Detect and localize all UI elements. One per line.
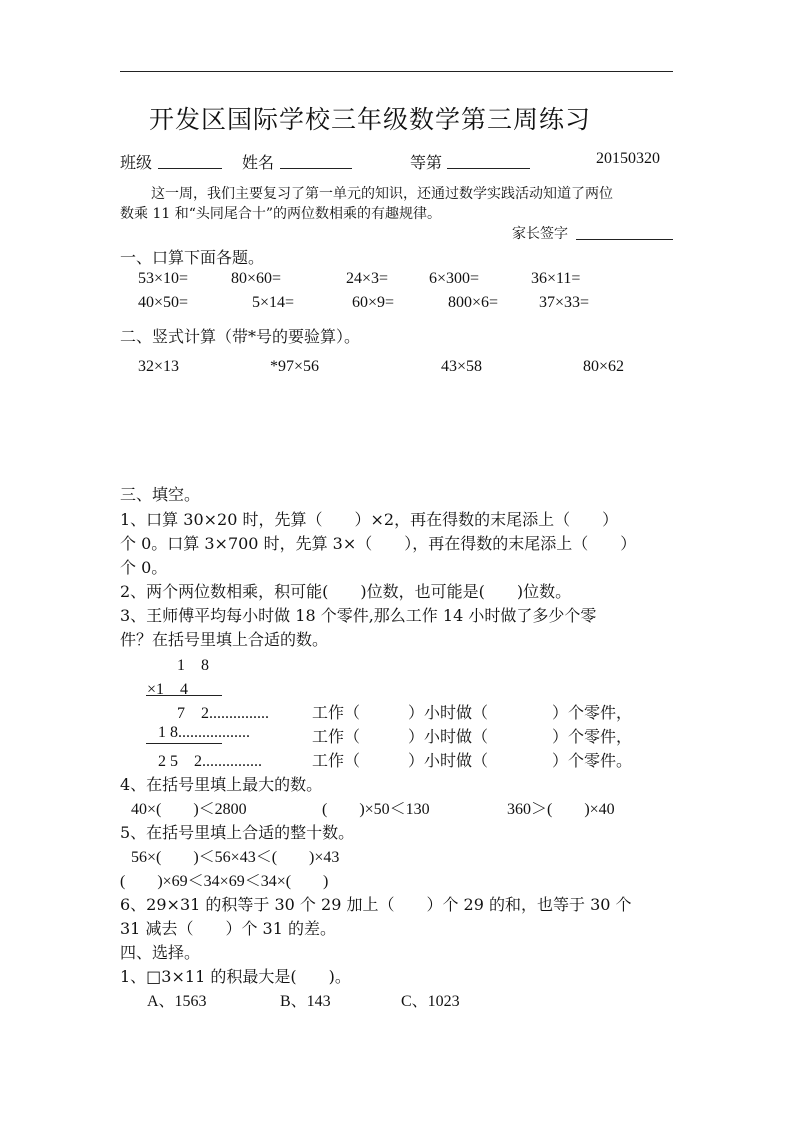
q2-text: 2、两个两位数相乘，积可能( )位数，也可能是( )位数。 [120, 582, 572, 601]
vertical-row-2: 1 8.................. [158, 724, 250, 741]
section1-heading: 一、口算下面各题。 [120, 248, 265, 267]
oral-item: 40×50= [138, 294, 189, 311]
vertical-calc-item: *97×56 [270, 358, 320, 375]
choice-option-b[interactable]: B、143 [280, 993, 331, 1010]
q4-text: 4、在括号里填上最大的数。 [120, 775, 323, 794]
parent-sign-label: 家长签字 [512, 226, 568, 242]
vertical-row-3: 2 5 2............... [158, 753, 263, 770]
page-title: 开发区国际学校三年级数学第三周练习 [149, 105, 592, 134]
name-field[interactable] [280, 168, 352, 169]
oral-item: 5×14= [252, 294, 295, 311]
oral-item: 80×60= [231, 270, 282, 287]
section3-heading: 三、填空。 [120, 485, 201, 504]
intro-line-2: 数乘 11 和“头同尾合十”的两位数相乘的有趣规律。 [120, 206, 442, 222]
grade-label: 等第 [410, 153, 443, 172]
oral-item: 800×6= [448, 294, 499, 311]
q1-line-2: 个 0。口算 3×700 时，先算 3×（ ），再在得数的末尾添上（ ） [120, 534, 637, 553]
vertical-top: 1 8 [177, 657, 210, 674]
q1-line-3: 个 0。 [120, 558, 168, 577]
oral-item: 53×10= [138, 270, 189, 287]
q1-line-1: 1、口算 30×20 时，先算（ ）×2，再在得数的末尾添上（ ） [120, 510, 619, 529]
fill-row-1: 工作（ ）小时做（ ）个零件， [312, 703, 633, 722]
vertical-multiplier: ×1 4 [147, 681, 189, 698]
q6-line-1: 6、29×31 的积等于 30 个 29 加上（ ）个 29 的和，也等于 30 个 [120, 895, 632, 914]
class-field[interactable] [158, 168, 222, 169]
oral-item: 37×33= [539, 294, 590, 311]
class-label: 班级 [120, 153, 153, 172]
vertical-rule-2 [146, 743, 222, 744]
section4-heading: 四、选择。 [120, 943, 201, 962]
vertical-calc-item: 43×58 [441, 358, 483, 375]
oral-item: 36×11= [531, 270, 581, 287]
q3-line-1: 3、王师傅平均每小时做 18 个零件,那么工作 14 小时做了多少个零 [120, 606, 597, 625]
section2-heading: 二、竖式计算（带*号的要验算）。 [120, 327, 361, 346]
q5-line-1: 56×( )＜56×43＜( )×43 [131, 849, 340, 866]
vertical-row-1: 7 2............... [177, 705, 270, 722]
top-rule [120, 71, 673, 72]
q4-item: 360＞( )×40 [507, 801, 615, 818]
parent-sign-field[interactable] [576, 239, 673, 240]
name-label: 姓名 [242, 153, 275, 172]
oral-item: 60×9= [352, 294, 395, 311]
q4-item: ( )×50＜130 [322, 801, 430, 818]
oral-item: 6×300= [429, 270, 480, 287]
q6-line-2: 31 减去（ ）个 31 的差。 [120, 919, 336, 938]
choice-option-a[interactable]: A、1563 [147, 993, 207, 1010]
oral-item: 24×3= [346, 270, 389, 287]
choice-option-c[interactable]: C、1023 [401, 993, 460, 1010]
q4-item: 40×( )＜2800 [131, 801, 247, 818]
date-text: 20150320 [596, 150, 660, 167]
vertical-rule-1 [146, 695, 222, 696]
vertical-calc-item: 80×62 [583, 358, 625, 375]
fill-row-2: 工作（ ）小时做（ ）个零件， [312, 727, 633, 746]
choice-q1: 1、□3×11 的积最大是( )。 [120, 967, 351, 986]
q5-line-2: ( )×69＜34×69＜34×( ) [120, 873, 329, 890]
vertical-calc-item: 32×13 [138, 358, 180, 375]
intro-line-1: 这一周，我们主要复习了第一单元的知识，还通过数学实践活动知道了两位 [151, 186, 613, 202]
fill-row-3: 工作（ ）小时做（ ）个零件。 [312, 751, 633, 770]
grade-field[interactable] [447, 168, 530, 169]
q5-text: 5、在括号里填上合适的整十数。 [120, 823, 355, 842]
q3-line-2: 件？在括号里填上合适的数。 [120, 630, 329, 649]
